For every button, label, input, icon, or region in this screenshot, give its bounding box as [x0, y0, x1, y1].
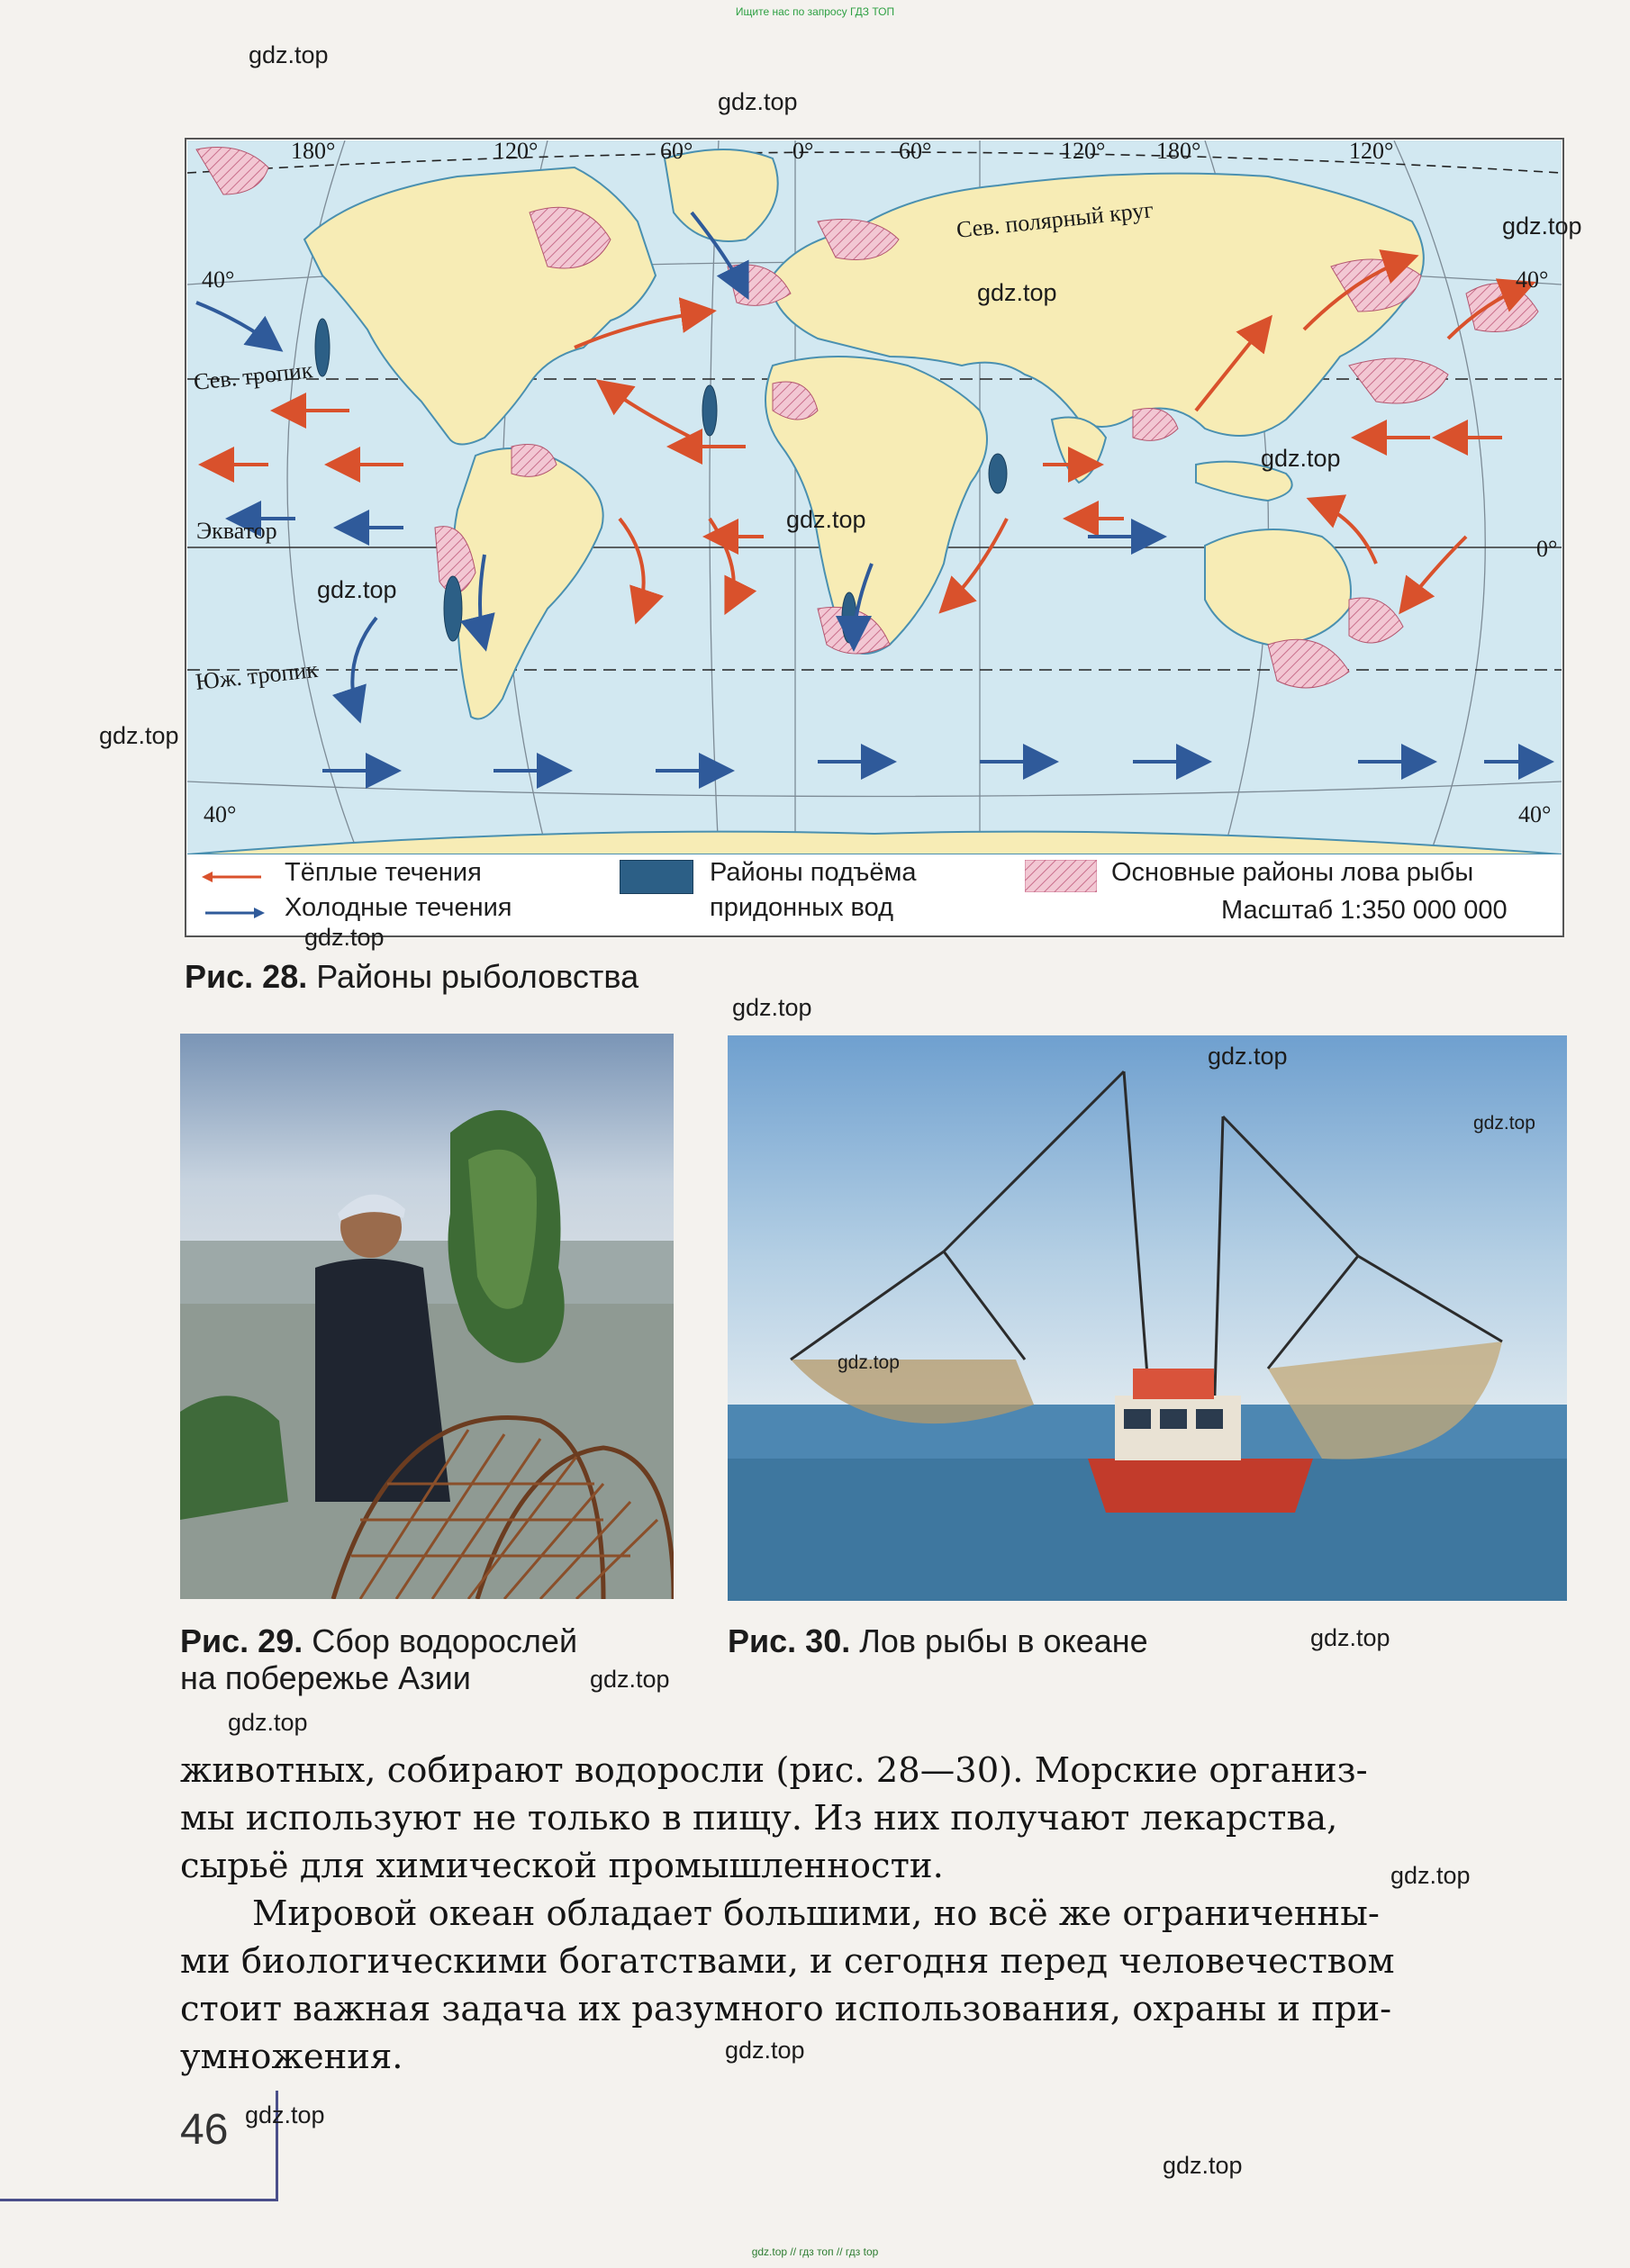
fig29-text-2: на побережье Азии — [180, 1659, 471, 1697]
text-line: мы используют не только в пищу. Из них получают лекарства, — [180, 1798, 1338, 1839]
deg-label: 120° — [1349, 140, 1394, 164]
deg-label: 40° — [204, 801, 237, 827]
fig28-number: Рис. 28. — [185, 958, 308, 995]
tropic-of-capricorn-label: Юж. тропик — [194, 655, 320, 695]
page-corner-bracket — [0, 2091, 278, 2201]
fig28-text: Районы рыболовства — [316, 958, 639, 995]
watermark: gdz.top — [1390, 1862, 1471, 1889]
watermark: gdz.top — [304, 924, 385, 951]
deg-label: 0° — [1536, 536, 1558, 562]
deg-label: 40° — [1518, 801, 1552, 827]
watermark: gdz.top — [838, 1352, 900, 1373]
legend-upwelling-label-2: придонных вод — [710, 893, 894, 922]
top-search-note: Ищите нас по запросу ГДЗ ТОП — [735, 5, 895, 18]
deg-label: 40° — [202, 267, 235, 293]
watermark: gdz.top — [1261, 445, 1341, 472]
tropic-of-cancer-label: Сев. тропик — [192, 357, 314, 395]
watermark: gdz.top — [1502, 212, 1582, 239]
text-line: сырьё для химической промышленности. — [180, 1846, 944, 1886]
bottom-site-note: gdz.top // гдз топ // гдз top — [751, 2245, 879, 2258]
watermark: gdz.top — [249, 41, 329, 68]
fig29-text-1: Сбор водорослей — [312, 1622, 578, 1659]
watermark: gdz.top — [590, 1666, 670, 1693]
watermark: gdz.top — [725, 2037, 805, 2064]
deg-label: 180° — [291, 140, 336, 164]
deg-label: 180° — [1156, 140, 1201, 164]
text-line: ми биологическими богатствами, и сегодня перед человечеством — [180, 1941, 1395, 1982]
legend-upwelling-label-1: Районы подъёма — [710, 858, 917, 887]
text-line: стоит важная задача их разумного использования, охраны и при- — [180, 1989, 1392, 2029]
fig29-number: Рис. 29. — [180, 1622, 303, 1659]
legend-cold-label: Холодные течения — [285, 893, 512, 922]
fig30-number: Рис. 30. — [728, 1622, 851, 1659]
watermark: gdz.top — [1208, 1043, 1288, 1070]
body-text — [180, 0, 1567, 2268]
watermark: gdz.top — [228, 1709, 308, 1736]
arctic-circle-label: Сев. полярный круг — [955, 196, 1155, 243]
watermark: gdz.top — [977, 279, 1057, 306]
deg-label: 120° — [1061, 140, 1106, 164]
text-line: умножения. — [180, 2037, 403, 2077]
watermark: gdz.top — [1310, 1624, 1390, 1651]
page-number: 46 — [180, 2106, 229, 2154]
text-line: животных, собирают водоросли (рис. 28—30). Морские организ- — [180, 1750, 1368, 1791]
watermark: gdz.top — [317, 576, 397, 603]
watermark: gdz.top — [1163, 2152, 1243, 2179]
legend-warm-label: Тёплые течения — [285, 858, 482, 887]
watermark: gdz.top — [732, 994, 812, 1021]
map-scale: Масштаб 1:350 000 000 — [1221, 896, 1508, 925]
watermark: gdz.top — [718, 88, 798, 115]
deg-label: 60° — [899, 140, 932, 164]
watermark: gdz.top — [786, 506, 866, 533]
deg-label: 120° — [494, 140, 539, 164]
legend-fishing-label: Основные районы лова рыбы — [1111, 858, 1474, 887]
watermark: gdz.top — [245, 2101, 325, 2128]
deg-label: 60° — [660, 140, 693, 164]
watermark: gdz.top — [99, 722, 179, 749]
deg-label: 0° — [792, 140, 814, 164]
equator-label: Экватор — [196, 518, 277, 544]
text-line: Мировой океан обладает большими, но всё же ограниченны- — [252, 1893, 1380, 1934]
watermark: gdz.top — [1473, 1113, 1535, 1134]
fig30-text: Лов рыбы в океане — [859, 1622, 1148, 1659]
deg-label: 40° — [1516, 267, 1549, 293]
